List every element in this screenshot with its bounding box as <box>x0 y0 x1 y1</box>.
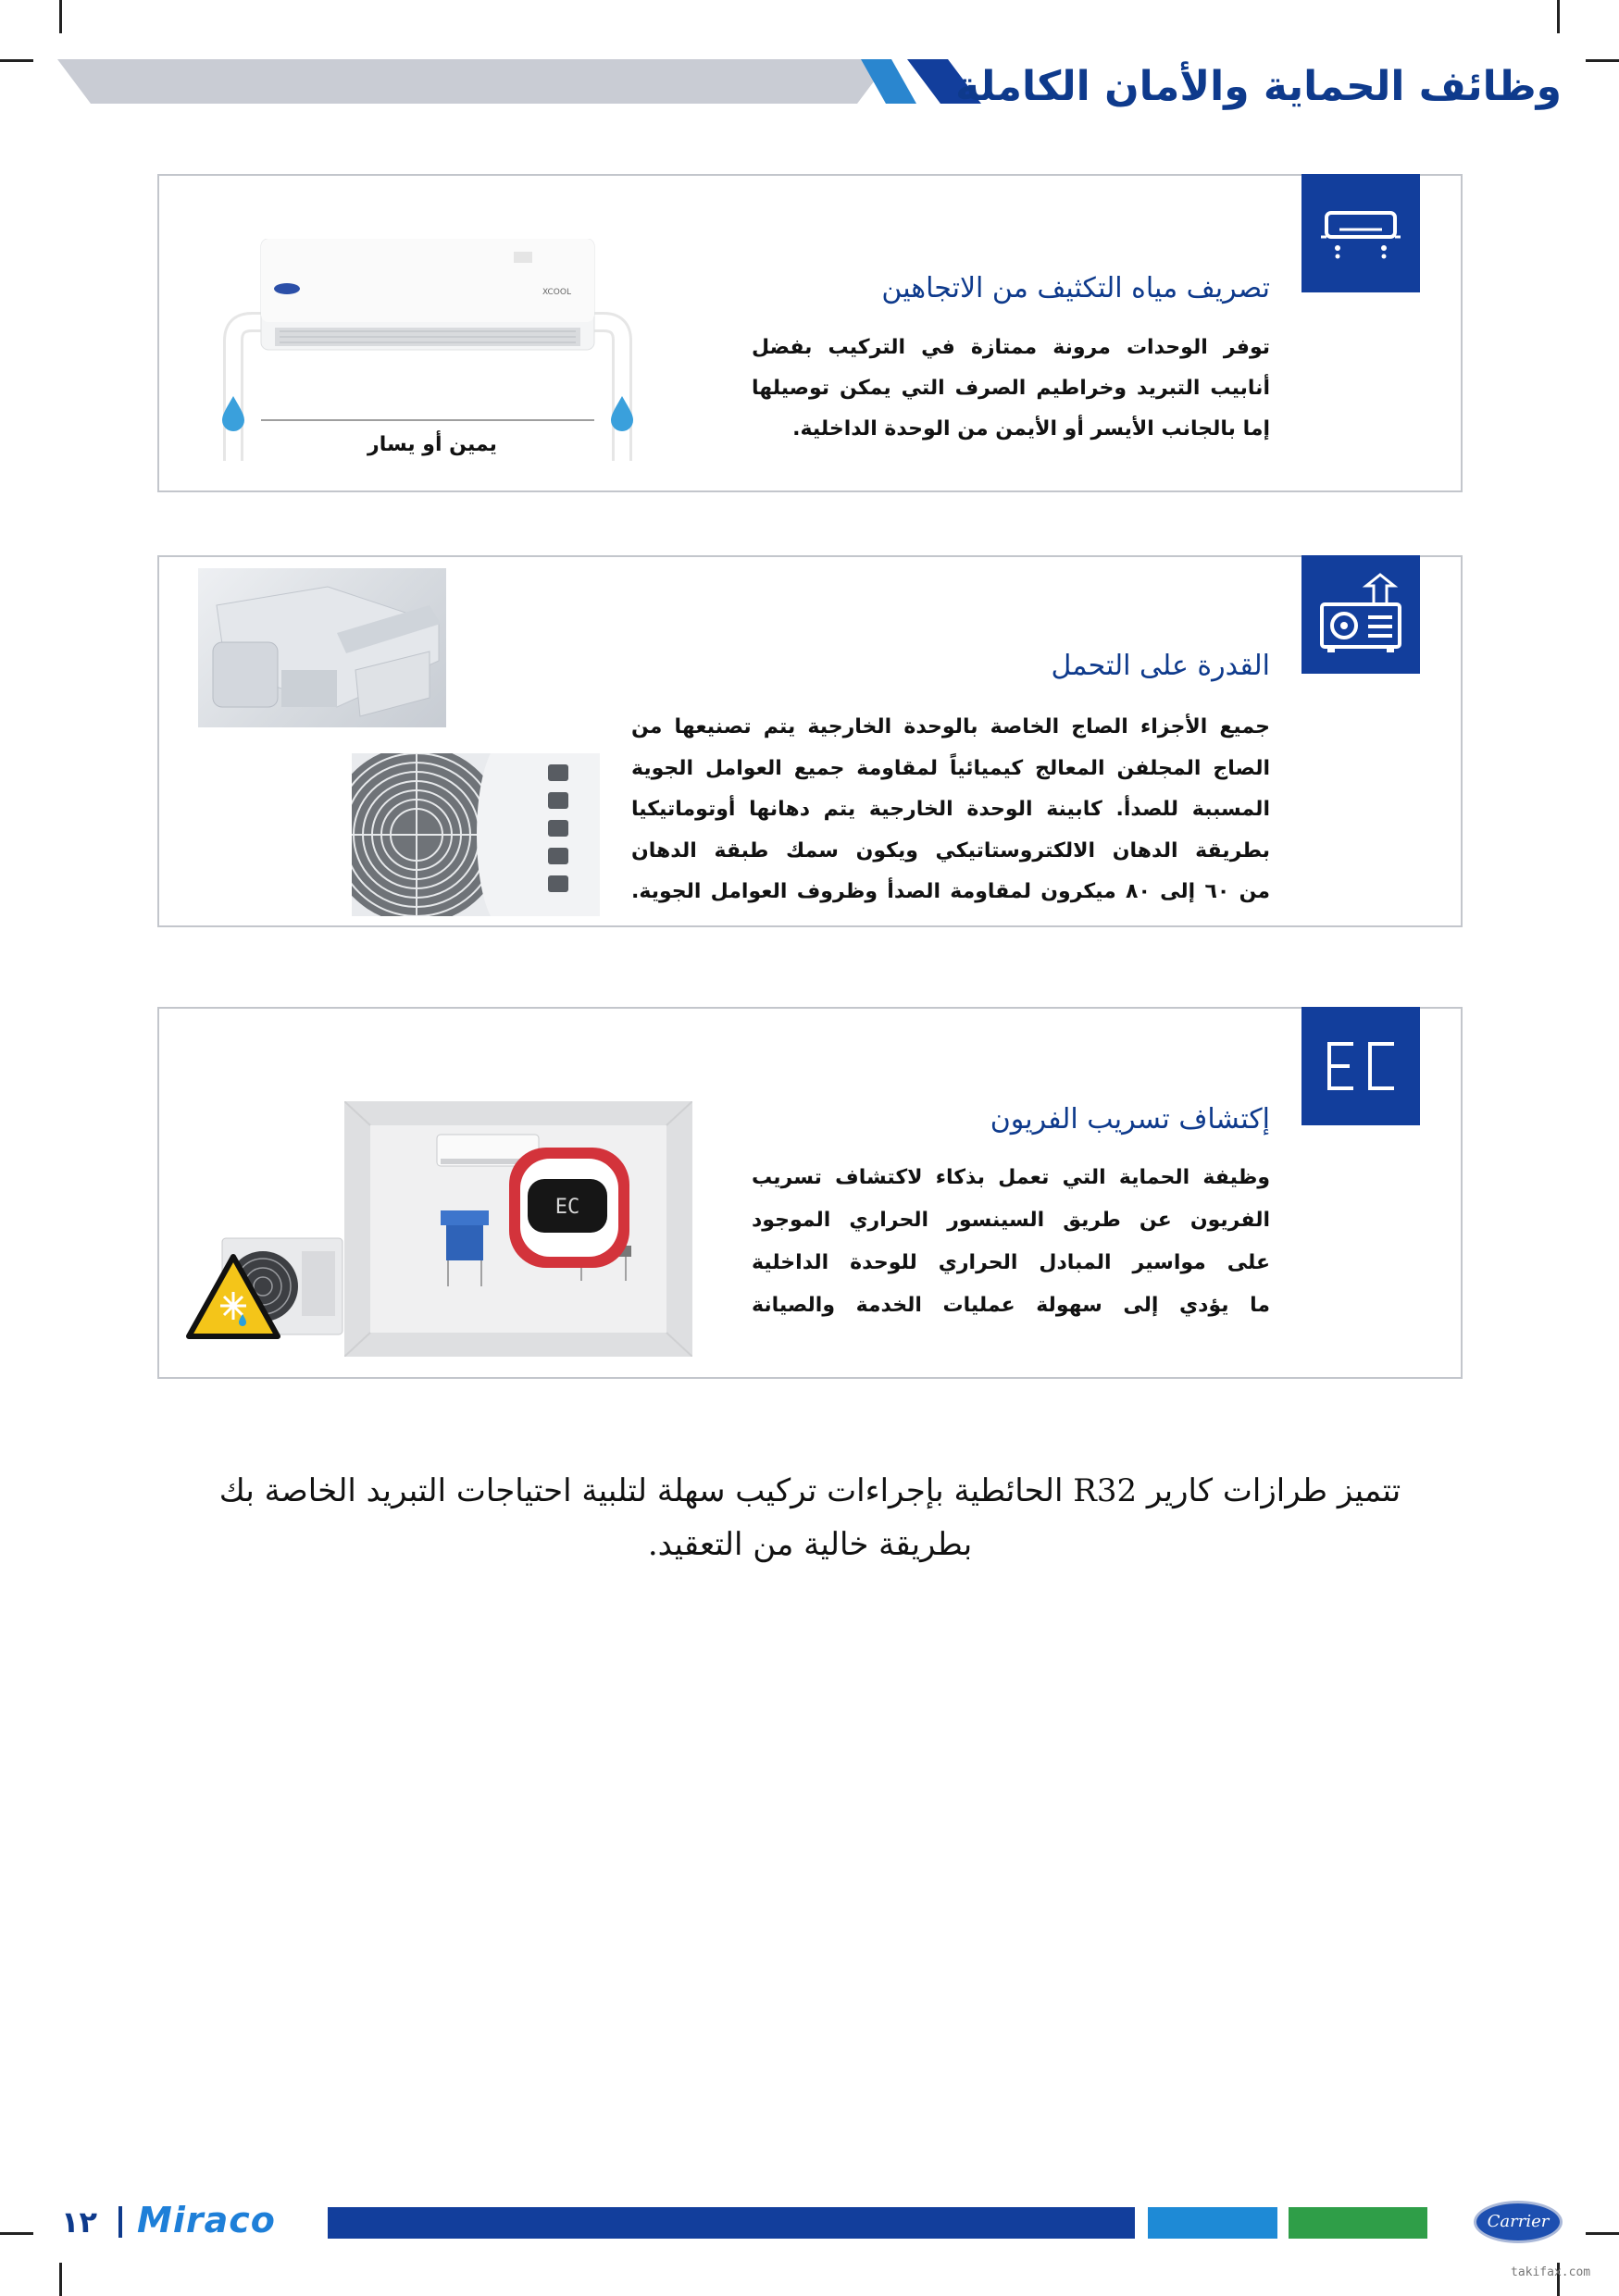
cabinet-corner-photo <box>198 568 446 727</box>
watermark: takifax.com <box>1511 2265 1591 2279</box>
description-line: جميع الأجزاء الصاج الخاصة بالوحدة الخارجية يتم تصنيعها من <box>631 715 1270 738</box>
crop-mark <box>0 2232 33 2235</box>
footer-bar-lightblue <box>1148 2207 1277 2239</box>
drain-side-label: يمين أو يسار <box>344 433 520 456</box>
description-line: المسببة للصدأ. كابينة الوحدة الخارجية يتم دهانها أوتوماتيكيا <box>631 798 1270 821</box>
feature-icon-box <box>1301 1007 1420 1125</box>
description-line: بطريقة الدهان الالكتروستاتيكي ويكون سمك طبقة الدهان <box>631 838 1270 863</box>
crop-mark <box>1586 2232 1619 2235</box>
description-line: من ٦٠ إلى ٨٠ ميكرون لمقاومة الصدأ وظروف العوامل الجوية. <box>631 880 1270 903</box>
description-line: الصاج المجلفن المعالج كيميائياً لمقاومة جميع العوامل الجوية <box>631 756 1270 780</box>
feature-card-durability <box>157 555 1463 927</box>
footer-divider <box>118 2206 122 2238</box>
outdoor-unit-fan-photo <box>352 753 600 916</box>
footer-bar-blue <box>328 2207 1135 2239</box>
indoor-unit-drain-icon <box>1319 205 1402 261</box>
feature-icon-box <box>1301 555 1420 674</box>
feature-card-drain <box>157 174 1463 492</box>
description-line: ما يؤدي إلى سهولة عمليات الخدمة والصيانة <box>752 1294 1270 1317</box>
description-line: أنابيب التبريد وخراطيم الصرف التي يمكن توصيلها <box>752 377 1270 400</box>
feature-title: القدرة على التحمل <box>1051 650 1270 682</box>
crop-mark <box>59 2263 62 2296</box>
summary-paragraph: تتميز طرازات كارير R32 الحائطية بإجراءات تركيب سهلة لتلبية احتياجات التبريد الخاصة بك بطريقة خالية من التعقيد. <box>218 1472 1401 1563</box>
page-number: ١٢ <box>61 2204 98 2240</box>
miraco-logo: Miraco <box>137 2200 276 2240</box>
ec-code-icon <box>1324 1038 1398 1094</box>
crop-mark <box>1586 59 1619 62</box>
crop-mark <box>59 0 62 33</box>
description-line: على مواسير المبادل الحراري للوحدة الداخلية <box>752 1251 1270 1274</box>
feature-icon-box <box>1301 174 1420 292</box>
feature-description <box>631 707 1270 913</box>
description-line: الفريون عن طريق السينسور الحراري الموجود <box>752 1209 1270 1232</box>
header-bar <box>57 59 890 104</box>
feature-description <box>752 1157 1270 1327</box>
crop-mark <box>1557 0 1560 33</box>
feature-title: إكتشاف تسريب الفريون <box>990 1103 1270 1136</box>
footer-bar-green <box>1289 2207 1427 2239</box>
description-line: وظيفة الحماية التي تعمل بذكاء لاكتشاف تسريب <box>752 1166 1270 1189</box>
room-leak-illustration <box>344 1101 692 1357</box>
unit-display-code: EC <box>554 1196 580 1219</box>
feature-title: تصريف مياه التكثيف من الاتجاهين <box>881 272 1270 304</box>
indoor-unit-drain-diagram <box>178 239 678 461</box>
outdoor-unit-warning-illustration <box>185 1220 344 1355</box>
feature-card-leak-detection <box>157 1007 1463 1379</box>
crop-mark <box>0 59 33 62</box>
outdoor-unit-upgrade-icon <box>1314 573 1407 656</box>
carrier-logo: Carrier <box>1474 2201 1563 2243</box>
page-title: وظائف الحماية والأمان الكاملة <box>955 63 1562 110</box>
description-line: توفر الوحدات مرونة ممتازة في التركيب بفضل <box>752 336 1270 359</box>
description-line: إما بالجانب الأيسر أو الأيمن من الوحدة الداخلية. <box>792 417 1270 441</box>
unit-brand-label: XCOOL <box>542 288 571 297</box>
feature-description <box>752 328 1270 450</box>
